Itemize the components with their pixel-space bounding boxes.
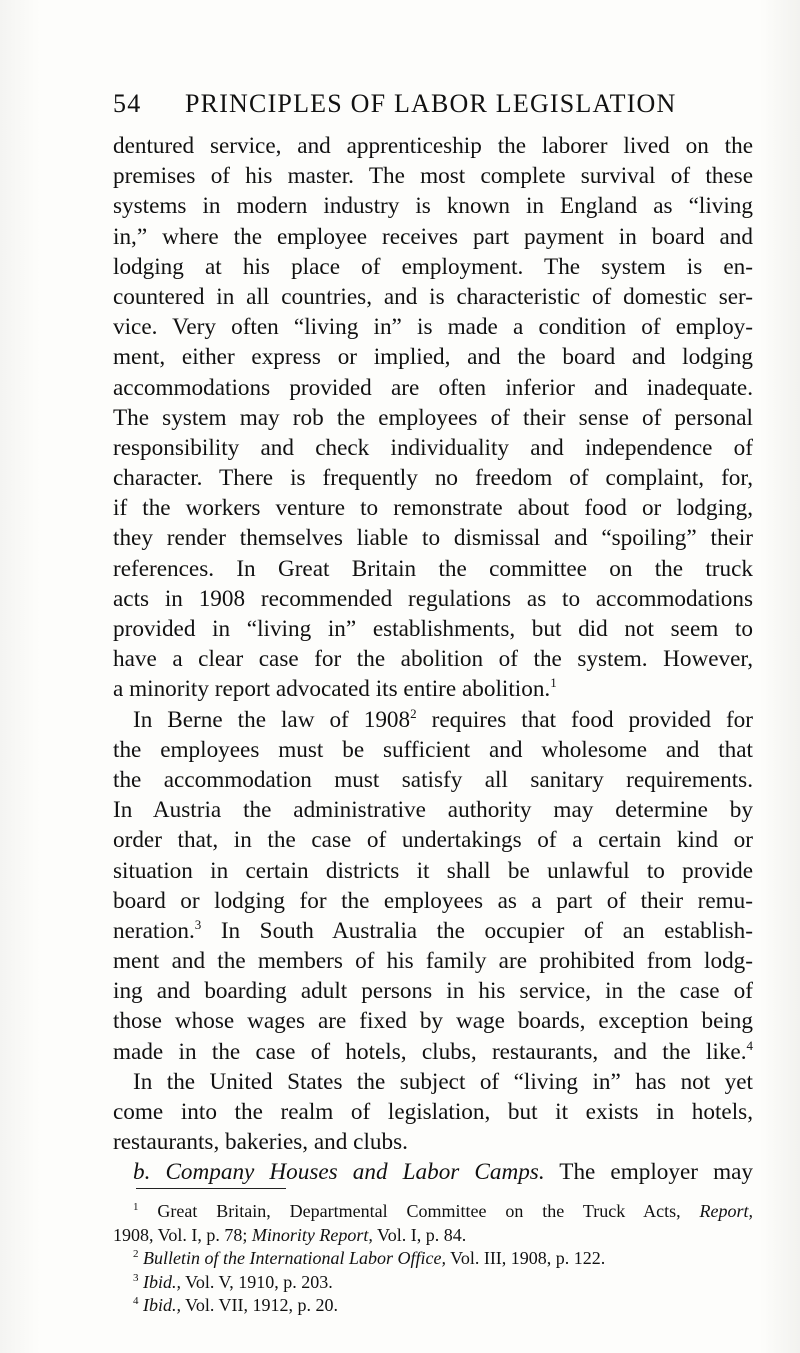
text-line: systems in modern industry is known in England as “living [113,193,753,220]
running-head [113,84,753,124]
footnote-number: 3 [133,1271,139,1284]
text-segment: In South Australia the occupier of an establish- [201,917,753,944]
footnote-number: 1 [133,1201,139,1213]
footnote-ref: 3 [194,916,202,932]
footnote-4 [113,1294,753,1318]
text-line: lodging at his place of employment. The system is en- [113,253,753,280]
text-segment: The employer may [544,1159,753,1186]
text-line: accommodations provided are often inferior and inadequate. [113,374,753,401]
text-line: responsibility and check individuality and independence of [113,434,753,461]
text-segment: Bulletin of the International Labor Office, [143,1248,446,1268]
section-title: Company Houses and Labor Camps. [165,1159,545,1186]
text-line: ing and boarding adult persons in his service, in the case of [113,978,753,1005]
text-segment: Great Britain, Departmental Committee on the Truck Acts, [138,1201,700,1221]
text-line: in,” where the employee receives part payment in board and [113,223,753,250]
footnotes [113,1200,753,1318]
text-line: they render themselves liable to dismissal and “spoiling” their [113,525,753,552]
text-segment: Report, [699,1201,753,1221]
footnote-1-cont [113,1224,753,1248]
text-line: references. In Great Britain the committee on the truck [113,555,753,582]
text-line: have a clear case for the abolition of the system. However, [113,646,753,673]
text-line: acts in 1908 recommended regulations as to accommodations [113,585,753,612]
footnote-ref: 2 [410,705,417,721]
text-segment: Ibid., [143,1271,181,1292]
text-line: order that, in the case of undertakings of a certain kind or [113,827,753,854]
text-segment: Vol. VII, 1912, p. 20. [181,1295,339,1315]
text-line: In Austria the administrative authority may determine by [113,797,753,824]
footnote-number: 2 [133,1248,139,1260]
text-segment: Vol. III, 1908, p. 122. [445,1248,606,1268]
body-text [113,131,753,1188]
footnote-3 [113,1271,753,1295]
text-segment: a minority report advocated its entire abolition. [113,676,551,703]
text-line: board or lodging for the employees as a part of their remu- [113,887,753,914]
footnote-1 [113,1200,753,1224]
section-heading-line [113,1157,753,1187]
footnote-divider [136,1188,286,1189]
footnote-ref: 4 [746,1037,753,1053]
text-segment: neration. [113,917,195,944]
running-title: PRINCIPLES OF LABOR LEGISLATION [185,89,677,118]
text-line: the employees must be sufficient and wholesome and that [113,736,753,763]
text-segment: Vol. V, 1910, p. 203. [181,1271,333,1292]
text-line: character. There is frequently no freedom of complaint, for, [113,465,753,492]
footnote-ref: 1 [550,675,557,691]
footnote-2 [113,1247,753,1271]
text-line: dentured service, and apprenticeship the laborer lived on the [113,133,753,159]
text-segment: Minority Report, [251,1224,373,1245]
text-line [113,916,753,946]
text-segment: Ibid., [143,1295,181,1315]
text-line: vice. Very often “living in” is made a condition of employ- [113,314,753,341]
text-line: provided in “living in” establishments, but did not seem to [113,616,753,642]
text-segment: Vol. I, p. 84. [372,1224,467,1245]
text-line: In the United States the subject of “living in” has not yet [133,1068,753,1095]
text-line [113,674,753,704]
text-line: come into the realm of legislation, but it exists in hotels, [113,1099,753,1125]
text-line: restaurants, bakeries, and clubs. [113,1129,408,1156]
text-segment: requires that food provided for [416,706,753,733]
section-label: b. [133,1159,151,1186]
text-line: if the workers venture to remonstrate about food or lodging, [113,495,753,522]
text-segment: In Berne the law of 1908 [133,706,411,733]
text-segment: made in the case of hotels, clubs, restaurants, and the like. [113,1038,747,1065]
text-line: situation in certain districts it shall be unlawful to provide [113,857,753,884]
text-line: The system may rob the employees of their sense of personal [113,404,753,431]
text-line [113,705,753,735]
text-line: countered in all countries, and is characteristic of domestic ser- [113,283,753,310]
text-line: ment, either express or implied, and the board and lodging [113,344,753,371]
text-line: those whose wages are fixed by wage boards, exception being [113,1008,753,1035]
text-line: premises of his master. The most complete survival of these [113,163,753,190]
text-segment: 1908, Vol. I, p. 78; [113,1224,252,1245]
text-line: the accommodation must satisfy all sanitary requirements. [113,766,753,793]
text-line [113,1037,753,1067]
footnote-number: 4 [133,1295,139,1307]
page-number: 54 [113,89,142,118]
text-line: ment and the members of his family are prohibited from lodg- [113,948,753,975]
